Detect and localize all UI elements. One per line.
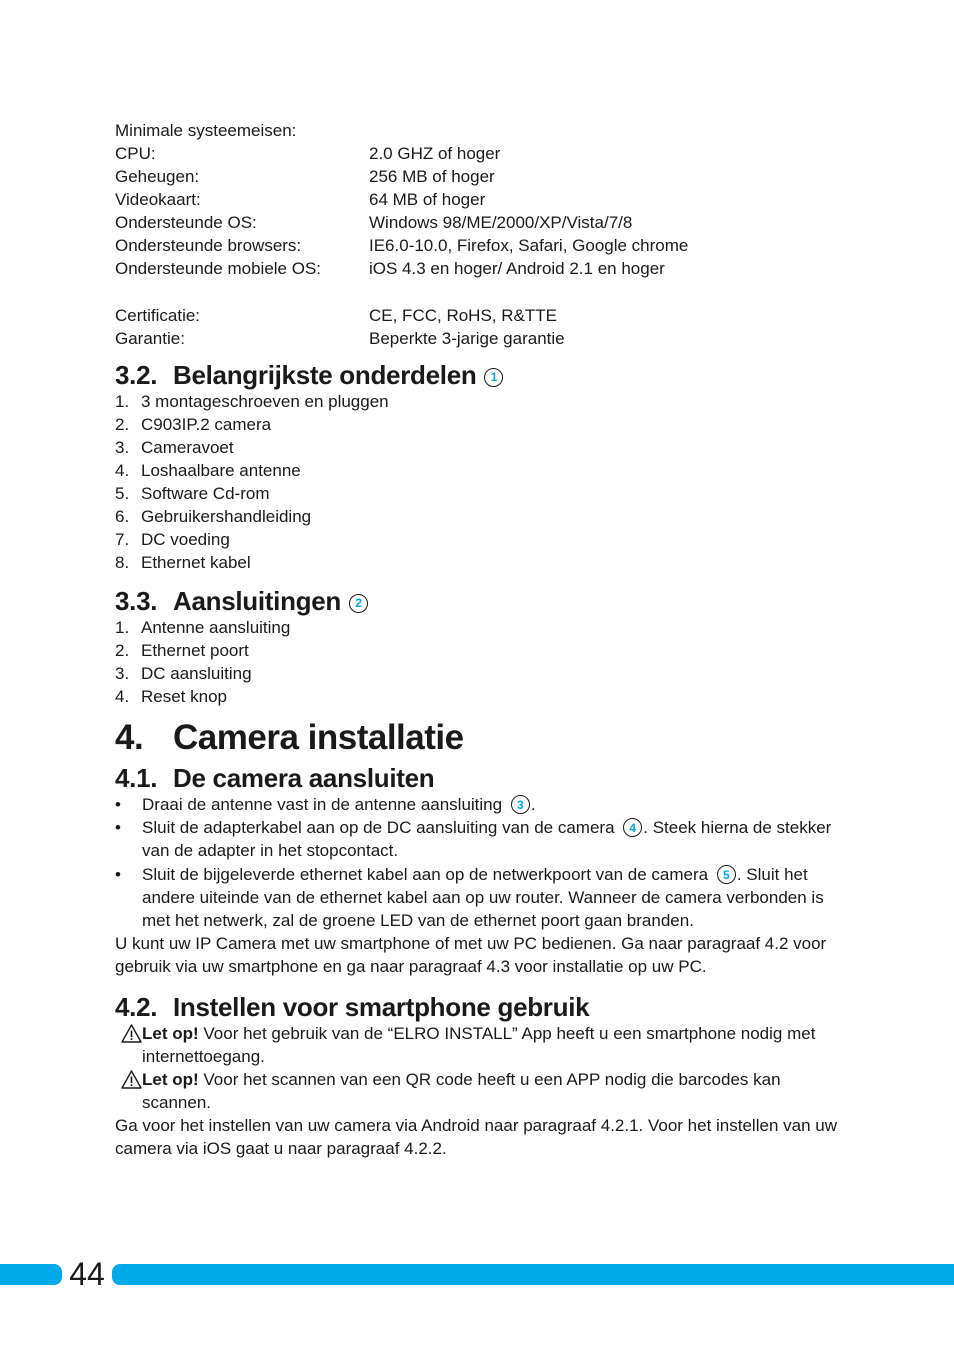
list-item xyxy=(115,662,845,685)
list-number: 2. xyxy=(115,415,130,434)
spec-value: iOS 4.3 en hoger/ Android 2.1 en hoger xyxy=(369,259,665,278)
specs-heading: Minimale systeemeisen: xyxy=(115,121,297,140)
bullet: • xyxy=(115,865,121,884)
list-text: Software Cd-rom xyxy=(141,484,270,503)
step-text: Sluit de bijgeleverde ethernet kabel aan op de netwerkpoort van de camera xyxy=(142,865,709,884)
spacer xyxy=(115,280,845,304)
warning-label: Let op! xyxy=(142,1024,199,1043)
list-text: Ethernet poort xyxy=(141,641,249,660)
spec-table xyxy=(115,142,845,280)
warning-note xyxy=(115,1068,845,1114)
list-item xyxy=(115,616,845,639)
list-number: 8. xyxy=(115,553,130,572)
section-heading-4-2 xyxy=(115,992,845,1022)
list-item xyxy=(115,482,845,505)
spec-value: Windows 98/ME/2000/XP/Vista/7/8 xyxy=(369,213,633,232)
spec-value: 256 MB of hoger xyxy=(369,167,495,186)
list-number: 3. xyxy=(115,438,130,457)
spec-label: Geheugen: xyxy=(115,167,200,186)
step-text: Sluit de adapterkabel aan op de DC aansluiting van de camera xyxy=(142,818,615,837)
list-item xyxy=(115,551,845,574)
list-text: Cameravoet xyxy=(141,438,234,457)
list-text: DC aansluiting xyxy=(141,664,252,683)
list-number: 4. xyxy=(115,461,130,480)
list-item xyxy=(115,413,845,436)
spec-row xyxy=(115,327,845,350)
section-number: 3.2. xyxy=(115,360,158,390)
section-title: Aansluitingen xyxy=(173,586,341,616)
step-text: . xyxy=(530,795,536,814)
bullet: • xyxy=(115,818,121,837)
spec-label: Ondersteunde mobiele OS: xyxy=(115,259,322,278)
list-text: Antenne aansluiting xyxy=(141,618,291,637)
footer-accent-right xyxy=(118,1264,954,1285)
figure-ref-icon: 3 xyxy=(511,795,530,814)
spec-row xyxy=(115,165,845,188)
spec-value: 2.0 GHZ of hoger xyxy=(369,144,501,163)
list-number: 1. xyxy=(115,392,130,411)
warning-text: Voor het gebruik van de “ELRO INSTALL” App heeft u een smartphone nodig met internettoegang. xyxy=(142,1024,816,1066)
chapter-heading-4 xyxy=(115,717,845,759)
spec-label: Garantie: xyxy=(115,329,185,348)
spec-value: IE6.0-10.0, Firefox, Safari, Google chrome xyxy=(369,236,689,255)
list-item xyxy=(115,459,845,482)
list-number: 5. xyxy=(115,484,130,503)
section-heading-3-2 xyxy=(115,360,845,390)
section-number: 3.3. xyxy=(115,586,158,616)
connections-list xyxy=(115,616,845,708)
spec-label: Certificatie: xyxy=(115,306,201,325)
list-item xyxy=(115,528,845,551)
chapter-number: 4. xyxy=(115,718,144,757)
spec-row xyxy=(115,142,845,165)
step-text: Draai de antenne vast in de antenne aansluiting xyxy=(142,795,503,814)
section-title: De camera aansluiten xyxy=(173,763,435,793)
spec-label: Ondersteunde OS: xyxy=(115,213,257,232)
spec-row xyxy=(115,188,845,211)
warning-note xyxy=(115,1022,845,1068)
bullet: • xyxy=(115,795,121,814)
spec-value: 64 MB of hoger xyxy=(369,190,486,209)
page-content xyxy=(115,119,845,1160)
list-text: C903IP.2 camera xyxy=(141,415,272,434)
list-item xyxy=(115,436,845,459)
list-text: Reset knop xyxy=(141,687,227,706)
section-heading-4-1 xyxy=(115,763,845,793)
list-number: 1. xyxy=(115,618,130,637)
spec-label: Videokaart: xyxy=(115,190,201,209)
list-text: Loshaalbare antenne xyxy=(141,461,301,480)
figure-ref-icon: 4 xyxy=(623,818,642,837)
chapter-title: Camera installatie xyxy=(173,718,464,757)
list-item xyxy=(115,639,845,662)
list-item xyxy=(115,685,845,708)
spec-value: Beperkte 3-jarige garantie xyxy=(369,329,565,348)
section-title: Belangrijkste onderdelen xyxy=(173,360,477,390)
footer-accent-cap-left xyxy=(54,1264,62,1285)
spec-row xyxy=(115,211,845,234)
list-number: 3. xyxy=(115,664,130,683)
warning-text: Voor het scannen van een QR code heeft u een APP nodig die barcodes kan scannen. xyxy=(142,1070,781,1112)
section-number: 4.1. xyxy=(115,763,158,793)
parts-list xyxy=(115,390,845,574)
warning-icon xyxy=(115,1022,142,1068)
page-number: 44 xyxy=(69,1256,105,1292)
list-number: 2. xyxy=(115,641,130,660)
step-text: . Steek hierna de stekker van de adapter in het stopcontact. xyxy=(142,818,832,860)
list-item xyxy=(115,793,845,816)
list-number: 7. xyxy=(115,530,130,549)
footer-accent-left xyxy=(0,1264,54,1285)
spec-label: Ondersteunde browsers: xyxy=(115,236,302,255)
list-text: Gebruikershandleiding xyxy=(141,507,312,526)
spec-label: CPU: xyxy=(115,144,156,163)
figure-ref-icon: 5 xyxy=(717,865,736,884)
step-text: . Sluit het andere uiteinde van de ethernet kabel aan op uw router. Wanneer de camera verbonden is met het netwerk, zal de groene LED van de ethernet poort gaan branden. xyxy=(142,865,824,930)
spec-row xyxy=(115,234,845,257)
spec-value: CE, FCC, RoHS, R&TTE xyxy=(369,306,557,325)
figure-ref-icon: 2 xyxy=(349,594,368,613)
paragraph: Ga voor het instellen van uw camera via Android naar paragraaf 4.2.1. Voor het instellen van uw camera via iOS gaat u naar paragraaf 4.2.2. xyxy=(115,1116,837,1158)
list-number: 6. xyxy=(115,507,130,526)
spec-table-2 xyxy=(115,304,845,350)
spec-row xyxy=(115,257,845,280)
footer-bar xyxy=(0,1256,954,1292)
paragraph: U kunt uw IP Camera met uw smartphone of met uw PC bedienen. Ga naar paragraaf 4.2 voor gebruik via uw smartphone en ga naar paragraaf 4.3 voor installatie op uw PC. xyxy=(115,934,827,976)
spec-row xyxy=(115,304,845,327)
list-text: DC voeding xyxy=(141,530,230,549)
list-item xyxy=(115,816,845,862)
figure-ref-icon: 1 xyxy=(484,368,503,387)
list-text: Ethernet kabel xyxy=(141,553,251,572)
list-item xyxy=(115,863,845,932)
connect-steps xyxy=(115,793,845,932)
list-number: 4. xyxy=(115,687,130,706)
list-item xyxy=(115,505,845,528)
section-title: Instellen voor smartphone gebruik xyxy=(173,992,590,1022)
warning-label: Let op! xyxy=(142,1070,199,1089)
warning-icon xyxy=(115,1068,142,1114)
section-heading-3-3 xyxy=(115,586,845,616)
list-item xyxy=(115,390,845,413)
list-text: 3 montageschroeven en pluggen xyxy=(141,392,389,411)
section-number: 4.2. xyxy=(115,992,158,1022)
